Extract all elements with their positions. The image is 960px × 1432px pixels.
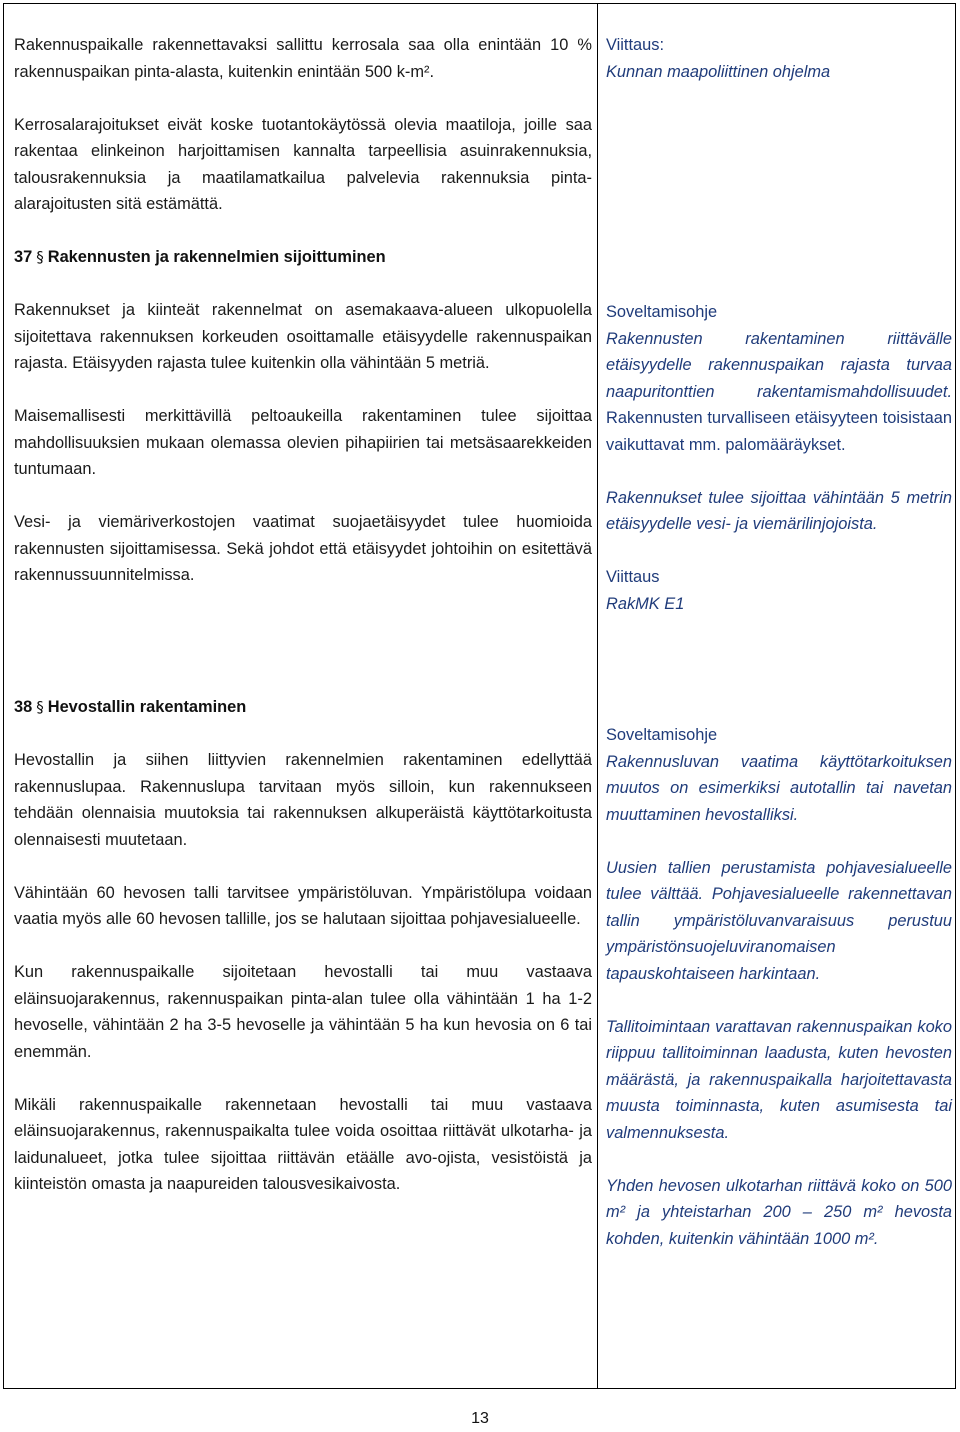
section-38-note-1: Rakennusluvan vaatima käyttötarkoituksen muutos on esimerkiksi autotallin tai navetan muuttaminen hevostalliksi. [606,752,952,824]
main-text-column [14,32,592,589]
section-37-title: Rakennusten ja rakennelmien sijoittuminen [47,248,386,266]
section-38-note-2 [606,855,952,988]
section-38-note-4: Yhden hevosen ulkotarhan riittävä koko on 500 m² ja yhteistarhan 200 – 250 m² hevosta kohden, kuitenkin vähintään 1000 m². [606,1176,952,1248]
section-38-paragraph-1: Hevostallin ja siihen liittyvien rakennelmien rakentaminen edellyttää rakennuslupaa. Rakennuslupa tarvitaan myös silloin, kun rakennukseen tehdään olennaisia muutoksia tai rakennuksen alkuperäistä käyttötarkoitusta olennaisesti muutetaan. [14,751,592,849]
page-number: 13 [471,1410,489,1427]
section-37-number: 37 [14,248,33,266]
section-37-note-1-text: Rakennusten rakentaminen riittävälle etäisyydelle rakennuspaikan rajasta turvaa naapuritonttien rakentamismahdollisuudet. [606,329,952,401]
section-symbol-icon: § [36,698,44,716]
section-symbol-icon: § [36,248,44,266]
application-guide-label: Soveltamisohje [606,726,718,744]
section-38-paragraph-3: Kun rakennuspaikalle sijoitetaan hevostalli tai muu vastaava eläinsuojarakennus, rakennuspaikan pinta-alan tulee olla vähintään 1 ha 1-2 hevoselle, vähintään 2 ha 3-5 hevoselle ja vähintään 5 ha kun hevosia on 6 tai enemmän. [14,963,592,1061]
section-37-note-1b-text: Rakennusten turvalliseen etäisyyteen toisistaan vaikuttavat mm. palomääräykset. [606,409,952,454]
section-38-notes [606,722,952,1252]
section-37-note-2: Rakennukset tulee sijoittaa vähintään 5 metrin etäisyydelle vesi- ja viemärilinjojoista. [606,488,952,533]
block1-paragraph-2: Kerrosalarajoitukset eivät koske tuotantokäytössä olevia maatiloja, joille saa rakentaa elinkeinon harjoittamisen kannalta tarpeellisia asuinrakennuksia, talousrakennuksia ja maatilamatkailua palvelevia rakennuksia pinta-alarajoitusten sitä estämättä. [14,115,592,213]
reference-label: Viittaus: [606,36,665,54]
section-37-note-1 [606,326,952,459]
section-38-heading [14,694,592,721]
section-37-paragraph-2: Maisemallisesti merkittävillä peltoaukeilla rakentaminen tulee sijoittaa mahdollisuuksien mukaan olemassa olevien pihapiirien tai metsäsaarekkeiden tuntumaan. [14,407,592,478]
document-table [3,3,956,1389]
section-37-reference-text: RakMK E1 [606,594,685,613]
reference-text: Kunnan maapoliittinen ohjelma [606,62,831,81]
column-divider [597,4,598,1388]
section-37-reference-label: Viittaus [606,568,660,586]
section-38-note-3: Tallitoimintaan varattavan rakennuspaikan koko riippuu tallitoiminnan laadusta, kuten hevosten määrästä, ja rakennuspaikalla harjoitettavasta muusta toiminnasta, kuten asumisesta tai valmennuksesta. [606,1017,952,1142]
application-guide-label: Soveltamisohje [606,303,718,321]
section-38-number: 38 [14,698,33,716]
section-38-note-2b-text: Pohjavesialueelle rakennettavan tallin ympäristöluvanvaraisuus perustuu ympäristönsuojeluviranomaisen tapauskohtaiseen harkintaan. [606,885,952,983]
section-38-paragraph-4: Mikäli rakennuspaikalle rakennetaan hevostalli tai muu vastaava eläinsuojarakennus, rakennuspaikalta tulee voida osoittaa riittävät ulkotarha- ja laidunalueet, jotka tulee sijoittaa riittävän etäälle avo-ojista, vesistöistä ja kiinteistön omasta ja naapureiden talousvesikaivosta. [14,1095,592,1193]
section-37-heading [14,244,592,271]
section-38-paragraph-2: Vähintään 60 hevosen talli tarvitsee ympäristöluvan. Ympäristölupa voidaan vaatia myös alle 60 hevosen tallille, jos se halutaan sijoittaa pohjavesialueelle. [14,883,592,928]
block1-paragraph-1: Rakennuspaikalle rakennettavaksi sallittu kerrosala saa olla enintään 10 % rakennuspaikan pinta-alasta, kuitenkin enintään 500 k-m². [14,36,592,81]
section-38-title: Hevostallin rakentaminen [47,698,247,716]
section-37-notes [606,299,952,617]
section-38-text-column [14,694,592,1198]
section-37-paragraph-3: Vesi- ja viemäriverkostojen vaatimat suojaetäisyydet tulee huomioida rakennusten sijoittamisessa. Sekä johdot että etäisyydet johtoihin on esitettävä rakennussuunnitelmissa. [14,513,592,584]
block1-reference [606,32,952,85]
section-38-note-2-text: Uusien tallien perustamista pohjavesialueelle tulee välttää. [606,858,952,903]
section-37-paragraph-1: Rakennukset ja kiinteät rakennelmat on asemakaava-alueen ulkopuolella sijoitettava rakennuksen korkeuden osoittamalle etäisyydelle rakennuspaikan rajasta. Etäisyyden rajasta tulee kuitenkin olla vähintään 5 metriä. [14,301,592,372]
